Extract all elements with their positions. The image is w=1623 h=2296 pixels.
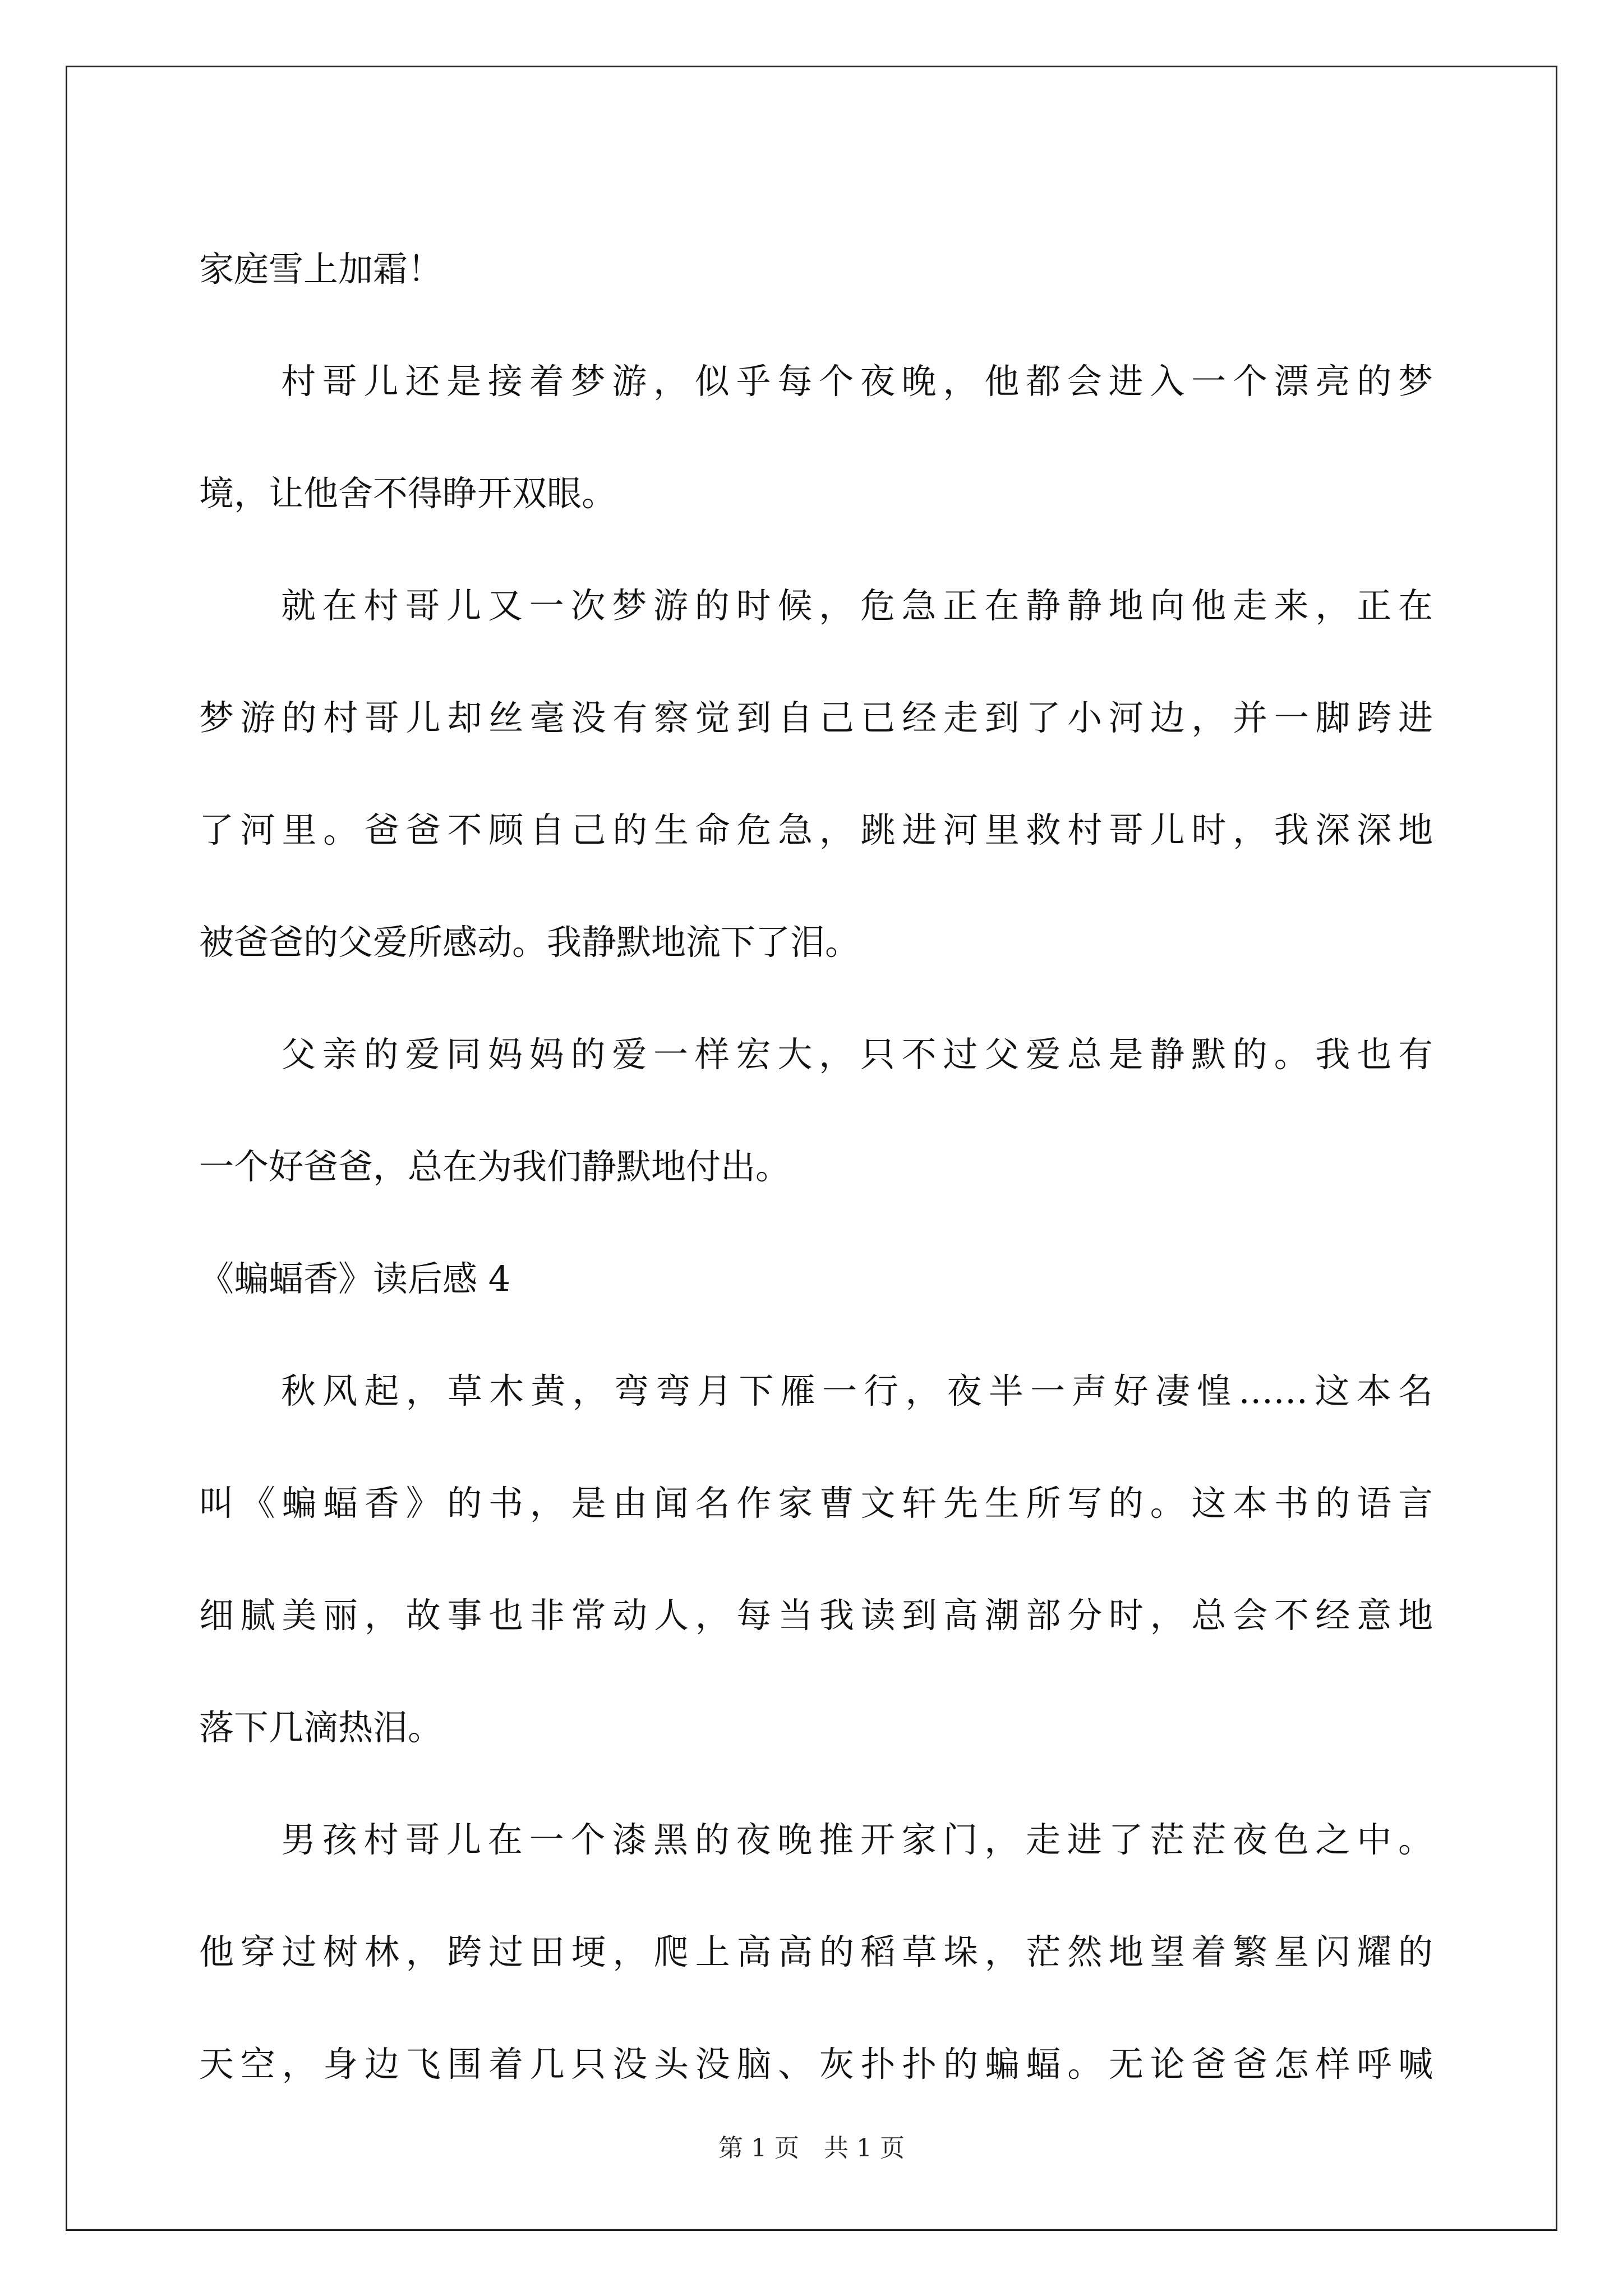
text-line: 落下几滴热泪。 <box>199 1707 443 1748</box>
document-body <box>199 213 1433 2120</box>
text-line: 家庭雪上加霜！ <box>199 249 443 289</box>
text-line: 了河里。爸爸不顾自己的生命危急，跳进河里救村哥儿时，我深深地 <box>199 809 1433 850</box>
page-number-footer: 第 1 页 共 1 页 <box>718 2134 905 2162</box>
text-line: 叫《蝙蝠香》的书，是由闻名作家曹文轩先生所写的。这本书的语言 <box>199 1483 1433 1524</box>
paragraph-start-line: 父亲的爱同妈妈的爱一样宏大，只不过父爱总是静默的。我也有 <box>281 1034 1433 1075</box>
paragraph-start-line: 秋风起，草木黄，弯弯月下雁一行，夜半一声好凄惶……这本名 <box>281 1370 1433 1411</box>
text-line: 一个好爸爸，总在为我们静默地付出。 <box>199 1146 791 1187</box>
section-heading: 《蝙蝠香》读后感 4 <box>199 1258 511 1299</box>
text-line: 被爸爸的父爱所感动。我静默地流下了泪。 <box>199 922 860 963</box>
paragraph-start-line: 男孩村哥儿在一个漆黑的夜晚推开家门，走进了茫茫夜色之中。 <box>281 1819 1433 1860</box>
text-line: 天空，身边飞围着几只没头没脑、灰扑扑的蝙蝠。无论爸爸怎样呼喊 <box>199 2044 1433 2085</box>
text-line: 他穿过树林，跨过田埂，爬上高高的稻草垛，茫然地望着繁星闪耀的 <box>199 1931 1433 1972</box>
text-line: 境，让他舍不得睁开双眼。 <box>199 473 617 514</box>
text-line: 细腻美丽，故事也非常动人，每当我读到高潮部分时，总会不经意地 <box>199 1595 1433 1636</box>
text-line: 梦游的村哥儿却丝毫没有察觉到自己已经走到了小河边，并一脚跨进 <box>199 697 1433 738</box>
paragraph-start-line: 村哥儿还是接着梦游，似乎每个夜晚，他都会进入一个漂亮的梦 <box>281 361 1433 402</box>
paragraph-start-line: 就在村哥儿又一次梦游的时候，危急正在静静地向他走来，正在 <box>281 585 1433 626</box>
